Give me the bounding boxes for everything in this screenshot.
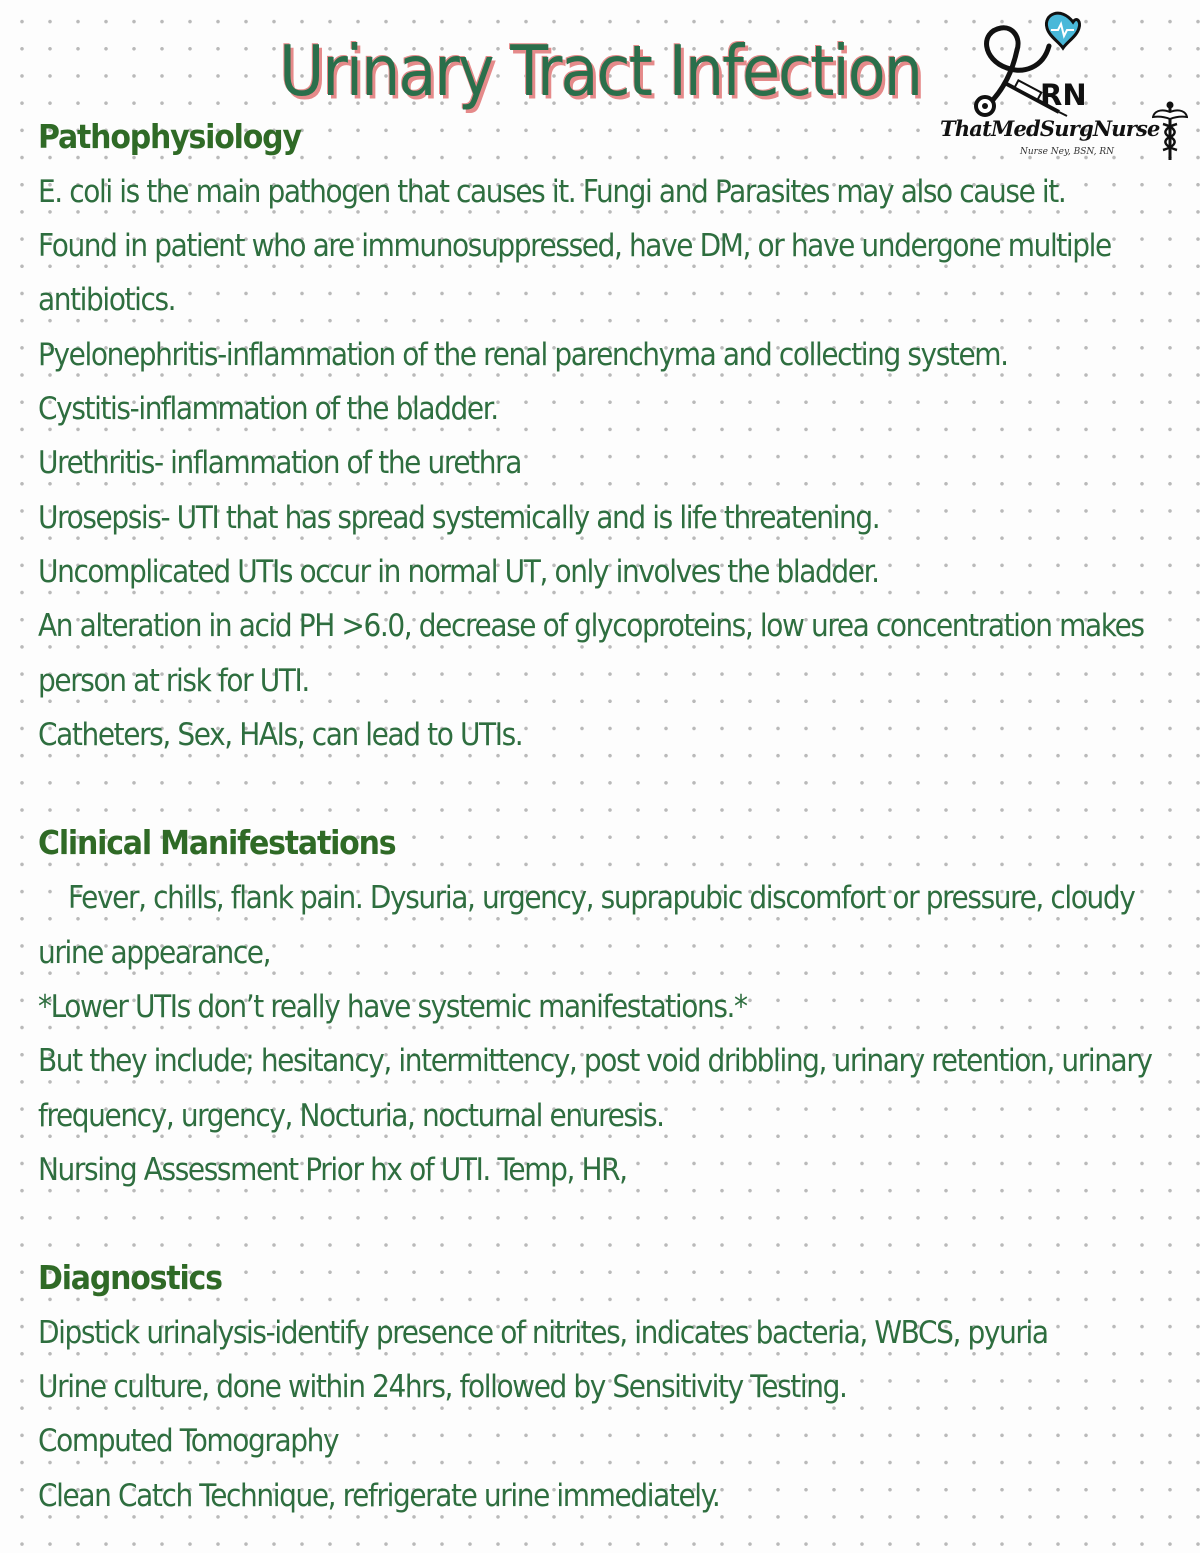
logo-brand-name: ThatMedSurgNurse (940, 116, 1160, 141)
text-line: Computed Tomography (38, 1422, 339, 1459)
logo-credit: Nurse Ney, BSN, RN (1020, 147, 1115, 157)
text-line: Fever, chills, flank pain. Dysuria, urgency, suprapubic discomfort or pressure, cloudy (68, 879, 1135, 916)
section-heading-pathophysiology: Pathophysiology (38, 118, 301, 157)
text-line: Cystitis-inflammation of the bladder. (38, 390, 498, 427)
text-line: An alteration in acid PH >6.0, decrease of glycoproteins, low urea concentration makes (38, 607, 1144, 644)
section-heading-clinical-manifestations: Clinical Manifestations (38, 824, 396, 863)
text-line: urine appearance, (38, 934, 271, 971)
text-line: Urethritis- inflammation of the urethra (38, 444, 521, 481)
text-line: Uncomplicated UTIs occur in normal UT, only involves the bladder. (38, 553, 879, 590)
text-line: *Lower UTIs don’t really have systemic manifestations.* (38, 988, 747, 1025)
logo-rn-badge: RN (1040, 78, 1087, 112)
text-line: Urine culture, done within 24hrs, followed by Sensitivity Testing. (38, 1368, 847, 1405)
text-line: E. coli is the main pathogen that causes it. Fungi and Parasites may also cause it. (38, 173, 1066, 210)
text-line: Clean Catch Technique, refrigerate urine immediately. (38, 1477, 720, 1514)
section-heading-diagnostics: Diagnostics (38, 1259, 222, 1298)
text-line: Urosepsis- UTI that has spread systemically and is life threatening. (38, 499, 880, 536)
page-title: Urinary Tract Infection (278, 30, 922, 112)
text-line: Nursing Assessment Prior hx of UTI. Temp, HR, (38, 1151, 627, 1188)
text-line: Pyelonephritis-inflammation of the renal parenchyma and collecting system. (38, 336, 1008, 373)
text-line: Found in patient who are immunosuppressed, have DM, or have undergone multiple (38, 227, 1111, 264)
text-line: But they include; hesitancy, intermittency, post void dribbling, urinary retention, urinary (38, 1042, 1152, 1079)
text-line: Catheters, Sex, HAIs, can lead to UTIs. (38, 716, 523, 753)
text-line: antibiotics. (38, 281, 176, 318)
text-line: frequency, urgency, Nocturia, nocturnal enuresis. (38, 1097, 664, 1134)
text-line: person at risk for UTI. (38, 662, 309, 699)
text-line: Dipstick urinalysis-identify presence of nitrites, indicates bacteria, WBCS, pyuria (38, 1314, 1048, 1351)
